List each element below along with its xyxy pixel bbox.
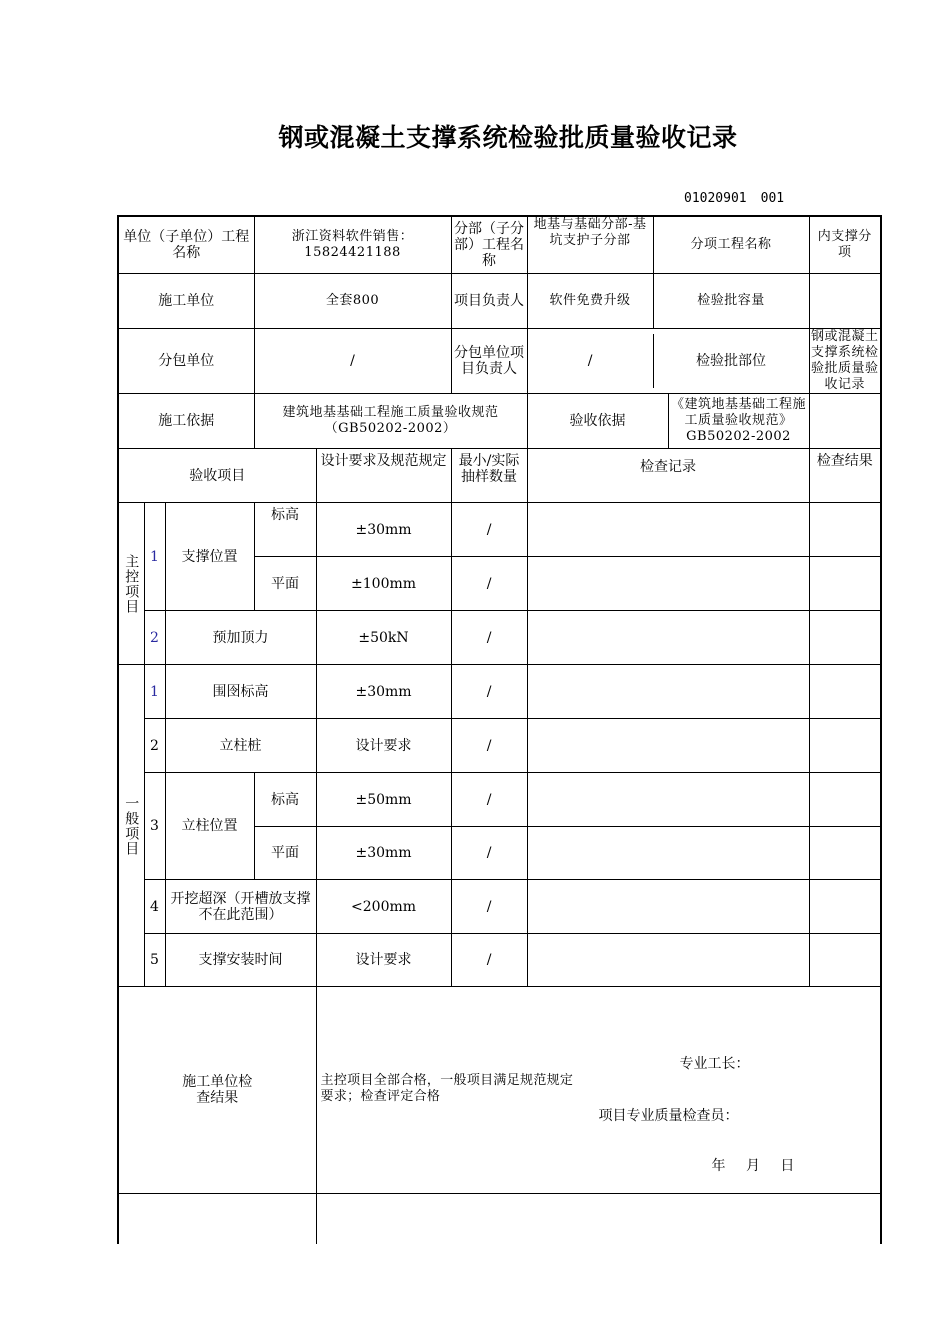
subdivision-label: 分部（子分部）工程名称 [451,216,527,274]
gi-record-3a [527,773,809,827]
mc-no-2: 2 [144,611,165,665]
date-label: 年 月 日 [711,1158,795,1174]
gi-req-3b: ±30mm [316,827,451,880]
doc-seq: 001 [760,191,785,206]
capacity-label: 检验批容量 [653,274,809,328]
main-control-label: 主控项目 [118,503,144,665]
mc-no-1: 1 [144,503,165,611]
subdivision-value [527,216,809,274]
mc-sub-2: 平面 [254,557,316,611]
gi-req-2: 设计要求 [316,719,451,773]
gi-name-2: 立柱桩 [165,719,316,773]
mc-req-1: ±30mm [316,503,451,557]
mc-sample-1: / [451,503,527,557]
subitem-value: 内支撑分项 [809,216,881,274]
contractor-value: 全套800 [254,274,451,329]
gi-sub-3b: 平面 [254,827,316,880]
gi-sample-2: / [451,719,527,773]
mc-name-2: 预加顶力 [165,611,316,665]
col-sampling: 最小/实际抽样数量 [451,449,527,503]
gi-name-4: 开挖超深（开槽放支撑不在此范围） [165,880,316,934]
inspection-record-table [117,215,882,1244]
mc-sample-2: / [451,557,527,611]
accept-basis-label: 验收依据 [569,413,626,429]
sub-pm-label: 分包单位项目负责人 [451,329,527,394]
basis-value: 建筑地基基础工程施工质量验收规范（GB50202-2002） [254,394,527,449]
mc-result-2 [809,557,881,611]
gi-result-5 [809,934,881,987]
part-label: 检验批部位 [653,334,809,388]
project-manager-text: 软件免费升级 [549,293,631,308]
gi-record-1 [527,665,809,719]
document-number [684,191,798,206]
gi-no-4: 4 [144,880,165,934]
gi-name-5: 支撑安装时间 [165,934,316,987]
accept-basis [527,394,809,449]
accept-basis-value: 《建筑地基基础工程施工质量验收规范》GB50202-2002 [668,394,809,448]
gi-req-1: ±30mm [316,665,451,719]
check-result-area [316,987,881,1194]
sub-pm-text: / [587,353,593,369]
supervision-label [118,1194,316,1244]
unit-name-value: 浙江资料软件销售：15824421188 [254,216,451,274]
gi-no-1: 1 [144,665,165,719]
gi-name-1: 围囹标高 [165,665,316,719]
capacity-value [809,274,881,329]
mc-name-1: 支撑位置 [165,503,254,611]
gi-result-4 [809,880,881,934]
basis-label: 施工依据 [118,394,254,449]
inspector-label: 项目专业质量检查员： [598,1108,739,1124]
gi-sub-3a: 标高 [254,773,316,827]
gi-result-1 [809,665,881,719]
mc-sample-3: / [451,611,527,665]
gi-result-2 [809,719,881,773]
mc-result-1 [809,503,881,557]
part-value: 钢或混凝土支撑系统检验批质量验收记录 [809,329,881,394]
gi-result-3a [809,773,881,827]
project-manager-value [527,274,809,329]
accept-basis-tail [809,394,881,449]
subitem-label: 分项工程名称 [653,217,809,273]
check-result-label: 施工单位检查结果 [118,987,316,1194]
gi-no-3: 3 [144,773,165,880]
col-item: 验收项目 [118,449,316,503]
mc-req-2: ±100mm [316,557,451,611]
gi-sample-5: / [451,934,527,987]
gi-sample-1: / [451,665,527,719]
mc-record-3 [527,611,809,665]
gi-req-3a: ±50mm [316,773,451,827]
gi-sample-4: / [451,880,527,934]
unit-name-label: 单位（子单位）工程名称 [118,216,254,274]
mc-record-2 [527,557,809,611]
gi-sample-3a: / [451,773,527,827]
gi-sample-3b: / [451,827,527,880]
gi-record-5 [527,934,809,987]
contractor-label: 施工单位 [118,274,254,329]
supervision-area [316,1194,881,1244]
gi-record-3b [527,827,809,880]
col-record: 检查记录 [527,449,809,503]
gi-record-4 [527,880,809,934]
gi-no-5: 5 [144,934,165,987]
page-title: 钢或混凝土支撑系统检验批质量验收记录 [278,123,738,152]
gi-req-5: 设计要求 [316,934,451,987]
gi-req-4: <200mm [316,880,451,934]
subcontractor-value: / [254,329,451,394]
mc-result-3 [809,611,881,665]
subcontractor-label: 分包单位 [118,329,254,394]
gi-no-2: 2 [144,719,165,773]
doc-code: 01020901 [684,191,747,206]
gi-record-2 [527,719,809,773]
subdivision-value-text: 地基与基础分部-基坑支护子分部 [533,217,647,248]
mc-sub-1: 标高 [254,503,316,557]
mc-req-3: ±50kN [316,611,451,665]
project-manager-label: 项目负责人 [451,274,527,329]
check-result-text: 主控项目全部合格，一般项目满足规范规定要求；检查评定合格 [320,1073,574,1104]
foreman-label: 专业工长： [679,1056,750,1072]
sub-pm-value [527,329,809,394]
col-result: 检查结果 [809,449,881,503]
gi-name-3: 立柱位置 [165,773,254,880]
general-label: 一般项目 [118,665,144,987]
col-requirement: 设计要求及规范规定 [316,449,451,503]
mc-record-1 [527,503,809,557]
gi-result-3b [809,827,881,880]
